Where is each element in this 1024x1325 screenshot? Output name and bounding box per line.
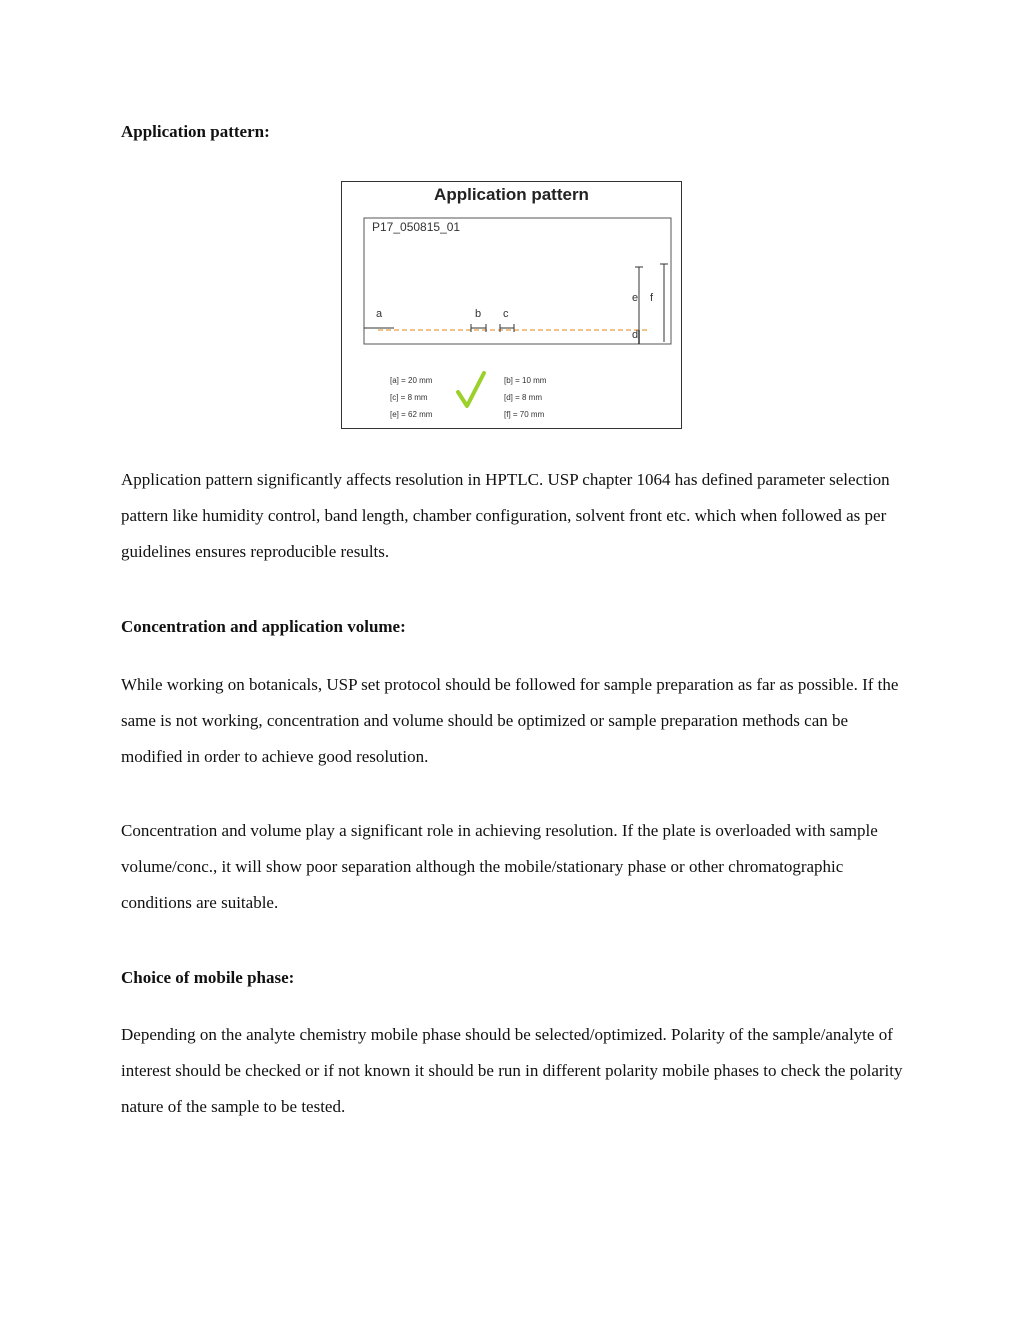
concentration-paragraph-1: While working on botanicals, USP set protocol should be followed for sample preparation as far as possible. If the same is not working, concentration and volume should be optimized or sample preparation methods can be modified in order to achieve good resolution. <box>121 675 899 766</box>
label-f: f <box>650 292 654 304</box>
mobile-phase-paragraph: Depending on the analyte chemistry mobile phase should be selected/optimized. Polarity of the sample/analyte of interest should be checked or if not known it should be run in different polarity mobile phases to check the polarity nature of the sample to be tested. <box>121 1025 903 1116</box>
heading-mobile-phase: Choice of mobile phase: <box>121 968 295 987</box>
label-b: b <box>475 308 482 320</box>
param-f: [f] = 70 mm <box>504 410 545 419</box>
label-e: e <box>632 292 639 304</box>
param-b: [b] = 10 mm <box>504 376 547 385</box>
application-pattern-paragraph: Application pattern significantly affects resolution in HPTLC. USP chapter 1064 has defined parameter selection pattern like humidity control, band length, chamber configuration, solvent front etc. which when followed as per guidelines ensures reproducible results. <box>121 470 890 561</box>
label-a: a <box>376 308 383 320</box>
heading-concentration: Concentration and application volume: <box>121 617 406 636</box>
label-c: c <box>503 308 509 320</box>
label-d: d <box>632 329 639 341</box>
param-c: [c] = 8 mm <box>390 393 428 402</box>
plate-id: P17_050815_01 <box>372 220 461 234</box>
concentration-paragraph-2: Concentration and volume play a significant role in achieving resolution. If the plate is overloaded with sample volume/conc., it will show poor separation although the mobile/stationary phase or other chromatographic conditions are suitable. <box>121 821 878 912</box>
application-pattern-figure <box>341 181 682 429</box>
plate-outline <box>364 218 671 344</box>
param-a: [a] = 20 mm <box>390 376 433 385</box>
param-e: [e] = 62 mm <box>390 410 433 419</box>
checkmark-icon <box>458 373 484 406</box>
figure-title: Application pattern <box>434 185 589 204</box>
heading-application-pattern: Application pattern: <box>121 122 270 141</box>
param-d: [d] = 8 mm <box>504 393 543 402</box>
